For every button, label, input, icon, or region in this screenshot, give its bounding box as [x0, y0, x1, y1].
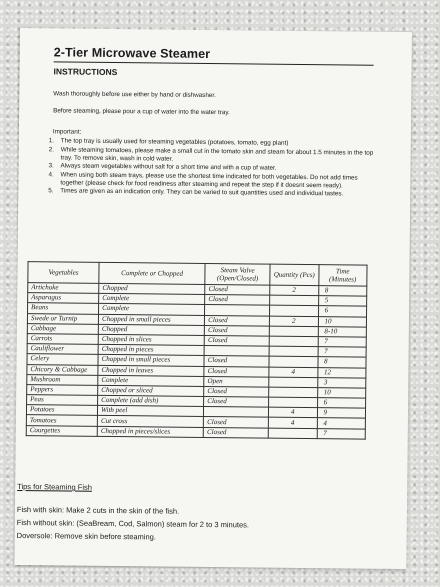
important-item-number: 3.: [48, 162, 54, 170]
doversole-tip: Doversole: Remove skin before steaming.: [16, 530, 156, 542]
cell-vegetable: Celery: [27, 354, 98, 365]
cell-preparation: Chopped in pieces/slices: [97, 426, 203, 437]
cell-preparation: Chopped in small pieces: [98, 314, 204, 325]
cell-quantity: 2: [270, 316, 319, 327]
cell-quantity: [269, 356, 318, 367]
cell-steam-valve: [204, 346, 269, 357]
cell-steam-valve: Closed: [205, 325, 270, 336]
cell-steam-valve: Closed: [205, 295, 270, 306]
header-time: Time (Minutes): [318, 265, 367, 287]
header-complete-or-chopped: Complete or Chopped: [99, 262, 205, 284]
cell-vegetable: Cabbage: [27, 323, 98, 334]
cell-time: 8: [318, 357, 367, 368]
important-list: [48, 137, 379, 199]
cell-quantity: 4: [268, 418, 317, 429]
cell-preparation: Complete: [99, 294, 205, 305]
cell-steam-valve: Closed: [204, 335, 269, 346]
header-steam-valve: Steam Valve (Open/Closed): [205, 263, 270, 285]
table-body: [26, 283, 367, 439]
cell-preparation: Chopped in pieces: [98, 344, 204, 355]
cell-steam-valve: Closed: [205, 315, 270, 326]
cell-preparation: With peel: [98, 406, 204, 417]
cell-time: 9: [317, 408, 366, 419]
cell-time: 5: [318, 296, 367, 307]
cell-vegetable: Swede or Turnip: [27, 313, 98, 324]
cell-steam-valve: Open: [204, 376, 269, 387]
cell-quantity: [270, 295, 319, 306]
important-item-number: 1.: [48, 137, 55, 145]
cell-vegetable: Potatoes: [26, 405, 97, 416]
cell-time: 6: [318, 306, 367, 317]
cell-preparation: Cut cross: [97, 416, 203, 427]
cell-steam-valve: Closed: [204, 417, 269, 428]
cell-time: 6: [317, 398, 366, 409]
cell-preparation: Chopped: [99, 283, 205, 294]
cell-quantity: 4: [269, 367, 318, 378]
cell-time: 7: [318, 347, 367, 358]
header-quantity: Quantity (Pcs): [270, 264, 319, 286]
document-title: 2-Tier Microwave Steamer: [53, 45, 211, 61]
cell-quantity: [268, 428, 317, 439]
cell-preparation: Complete (add dish): [98, 395, 204, 406]
cell-vegetable: Beans: [28, 303, 99, 314]
cell-preparation: Chopped in leaves: [98, 365, 204, 376]
cell-vegetable: Chicory & Cabbage: [27, 364, 98, 375]
cell-steam-valve: Closed: [203, 427, 268, 438]
cell-steam-valve: Closed: [204, 366, 269, 377]
steaming-table: [26, 261, 368, 439]
instructions-heading: INSTRUCTIONS: [53, 66, 118, 78]
cell-quantity: [269, 326, 318, 337]
cell-vegetable: Cauliflower: [27, 344, 98, 355]
instruction-sheet: [14, 28, 412, 569]
cell-quantity: [269, 346, 318, 357]
cell-quantity: 4: [269, 407, 318, 418]
cell-steam-valve: Closed: [205, 284, 270, 295]
cell-time: 8-10: [318, 326, 367, 337]
cell-preparation: Complete: [98, 375, 204, 386]
important-item-text: Always steam vegetables without salt for a short time and with a cup of water.: [60, 162, 277, 172]
cell-quantity: [269, 336, 318, 347]
important-item-number: 5.: [48, 187, 54, 195]
cell-time: 7: [317, 428, 366, 439]
important-item-text: Times are given as an indication only. They can be varied to suit quantities used and individual tastes.: [60, 187, 344, 198]
cell-vegetable: Peas: [27, 395, 98, 406]
cell-time: 4: [317, 418, 366, 429]
fish-without-skin-tip: Fish without skin: (SeaBream, Cod, Salmon) steam for 2 to 3 minutes.: [16, 517, 250, 530]
cell-vegetable: Courgettes: [26, 425, 97, 436]
important-item-number: 4.: [48, 170, 54, 178]
cell-vegetable: Asparagus: [28, 293, 99, 304]
cell-preparation: Chopped or sliced: [98, 385, 204, 396]
fish-tips-title: Tips for Steaming Fish: [17, 481, 92, 492]
important-label: Important:: [52, 128, 82, 136]
cell-steam-valve: Closed: [204, 386, 269, 397]
table-row: [26, 425, 365, 439]
cell-vegetable: Artichoke: [28, 283, 99, 294]
important-item-text: The top tray is usually used for steaming vegetables (potatoes, tomato, egg plant): [60, 137, 289, 147]
cell-time: 3: [317, 377, 366, 388]
important-item-number: 2.: [48, 145, 55, 153]
cell-vegetable: Carrots: [27, 334, 98, 345]
fish-with-skin-tip: Fish with skin: Make 2 cuts in the skin of the fish.: [16, 504, 180, 516]
cell-time: 10: [318, 316, 367, 327]
cell-time: 10: [317, 388, 366, 399]
cell-preparation: Chopped: [98, 324, 204, 335]
title-underline: [54, 61, 374, 65]
cell-vegetable: Tomatoes: [26, 415, 97, 426]
cell-steam-valve: Closed: [204, 356, 269, 367]
cell-quantity: [270, 306, 319, 317]
cell-preparation: Complete: [99, 304, 205, 315]
cell-quantity: [269, 387, 318, 398]
cell-quantity: [269, 397, 318, 408]
cell-vegetable: Peppers: [27, 384, 98, 395]
cell-steam-valve: Closed: [204, 397, 269, 408]
cell-steam-valve: [205, 305, 270, 316]
wash-instruction: Wash thoroughly before use either by hand or dishwasher.: [53, 90, 216, 100]
header-vegetables: Vegetables: [28, 262, 99, 284]
cell-quantity: 2: [270, 285, 319, 296]
cell-vegetable: Mushroom: [27, 374, 98, 385]
important-item-text: While steaming tomatoes, please make a small cut in the tomato skin and steam for about 1.5 minutes in the top tray. To remove skin, wash in cold water.: [60, 145, 374, 163]
cell-time: 12: [317, 367, 366, 378]
cell-time: 8: [318, 286, 367, 297]
cell-preparation: Chopped in slices: [98, 334, 204, 345]
cell-quantity: [269, 377, 318, 388]
cell-preparation: Chopped in small pieces: [98, 355, 204, 366]
important-item-text: When using both steam trays, please use the shortest time indicated for both vegetables. Do not add times together (please check for food readiness after steaming and repeat the step if it doesnt seem ready).: [60, 170, 358, 189]
cell-steam-valve: [204, 407, 269, 418]
cell-time: 7: [318, 337, 367, 348]
before-steaming-instruction: Before steaming, please pour a cup of water into the water tray.: [53, 107, 230, 117]
